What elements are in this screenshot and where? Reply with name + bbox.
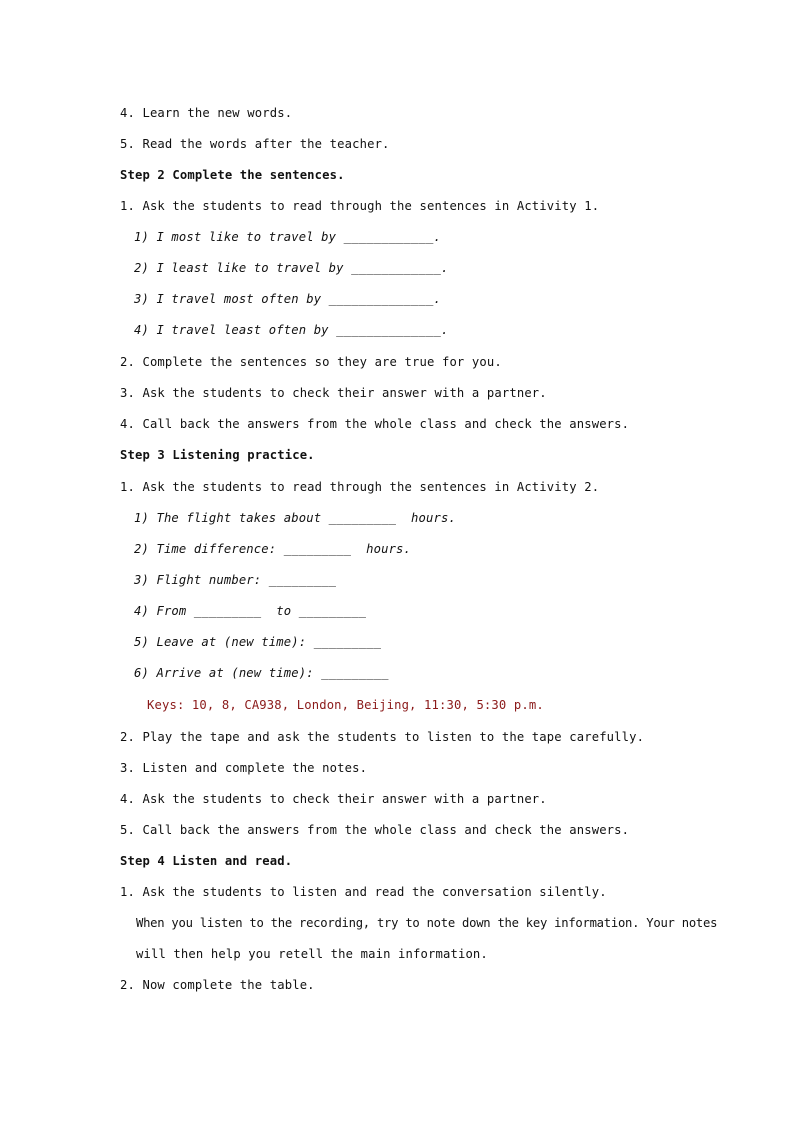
step3-note-6: 6) Arrive at (new time): _________ (134, 666, 389, 680)
step2-item-4: 4. Call back the answers from the whole class and check the answers. (120, 417, 630, 431)
step4-heading: Step 4 Listen and read. (120, 854, 293, 868)
step3-item-5: 5. Call back the answers from the whole class and check the answers. (120, 823, 630, 837)
step4-note-line-2: will then help you retell the main information. (136, 947, 488, 961)
step3-heading: Step 3 Listening practice. (120, 448, 315, 462)
step4-note-line-1: When you listen to the recording, try to note down the key information. Your notes (136, 916, 718, 930)
step3-item-1: 1. Ask the students to read through the sentences in Activity 2. (120, 480, 600, 494)
step3-note-1: 1) The flight takes about _________ hours. (134, 511, 456, 525)
step3-note-3: 3) Flight number: _________ (134, 573, 337, 587)
step2-item-3: 3. Ask the students to check their answer with a partner. (120, 386, 547, 400)
step1-item-5: 5. Read the words after the teacher. (120, 137, 390, 151)
step3-note-5: 5) Leave at (new time): _________ (134, 635, 382, 649)
step2-heading: Step 2 Complete the sentences. (120, 168, 345, 182)
step3-note-4: 4) From _________ to _________ (134, 604, 367, 618)
step2-item-1: 1. Ask the students to read through the sentences in Activity 1. (120, 199, 600, 213)
step1-item-4: 4. Learn the new words. (120, 106, 293, 120)
step3-keys: Keys: 10, 8, CA938, London, Beijing, 11:30, 5:30 p.m. (147, 698, 544, 712)
step2-sentence-4: 4) I travel least often by ______________. (134, 323, 449, 337)
step3-item-4: 4. Ask the students to check their answer with a partner. (120, 792, 547, 806)
step2-sentence-2: 2) I least like to travel by ____________. (134, 261, 449, 275)
step3-note-2: 2) Time difference: _________ hours. (134, 542, 412, 556)
step2-item-2: 2. Complete the sentences so they are true for you. (120, 355, 502, 369)
step2-sentence-3: 3) I travel most often by ______________. (134, 292, 441, 306)
step4-item-1: 1. Ask the students to listen and read the conversation silently. (120, 885, 607, 899)
step2-sentence-1: 1) I most like to travel by ____________. (134, 230, 441, 244)
step4-item-2: 2. Now complete the table. (120, 978, 315, 992)
step3-item-3: 3. Listen and complete the notes. (120, 761, 368, 775)
step3-item-2: 2. Play the tape and ask the students to listen to the tape carefully. (120, 730, 645, 744)
